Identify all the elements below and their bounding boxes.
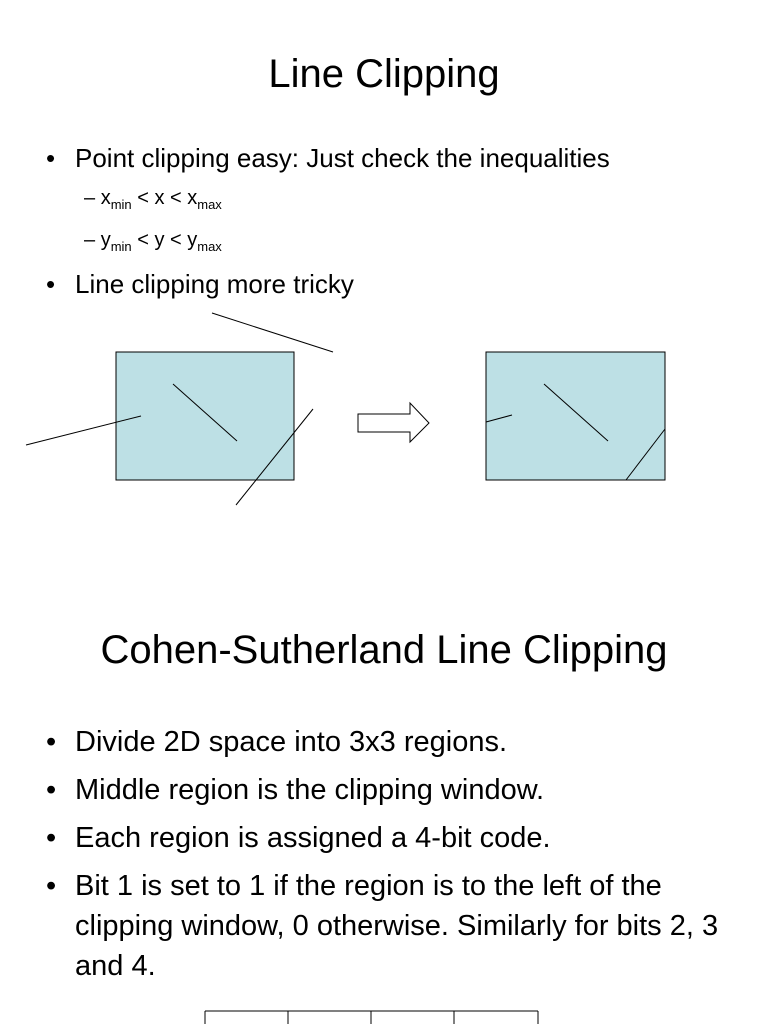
- clip-window-before: [116, 352, 294, 480]
- region-code-table: [0, 1000, 768, 1024]
- op-less: <: [164, 187, 188, 209]
- bullet-glyph: •: [46, 822, 57, 854]
- arrow-icon: [358, 403, 429, 442]
- var-x-max: x: [187, 187, 198, 209]
- line-outside: [212, 313, 333, 352]
- bullet-text: Middle region is the clipping window.: [75, 774, 545, 806]
- bullet-text: Line clipping more tricky: [75, 269, 354, 299]
- slide1-title: Line Clipping: [268, 52, 500, 96]
- op-less: <: [164, 229, 188, 251]
- subscript-min: min: [110, 197, 132, 212]
- slide2-title: Cohen-Sutherland Line Clipping: [100, 628, 668, 672]
- op-less: <: [131, 229, 155, 251]
- inequality-y: [84, 230, 222, 253]
- bullet-glyph: •: [46, 726, 57, 758]
- bullet-text: Divide 2D space into 3x3 regions.: [75, 726, 508, 758]
- sub-dash: –: [84, 229, 96, 251]
- subscript-max: max: [197, 197, 222, 212]
- op-less: <: [131, 187, 155, 209]
- bullet-glyph: •: [46, 269, 56, 299]
- bullet-glyph: •: [46, 870, 57, 902]
- var-x: x: [100, 187, 111, 209]
- var-y-max: y: [187, 229, 198, 251]
- subscript-max: max: [197, 239, 222, 254]
- bullet-glyph: •: [46, 143, 56, 173]
- clip-window-after: [486, 352, 665, 480]
- var-y-mid: y: [154, 229, 165, 251]
- bullet-text: Point clipping easy: Just check the inequalities: [75, 143, 610, 173]
- sub-dash: –: [84, 187, 96, 209]
- subscript-min: min: [110, 239, 132, 254]
- var-x-mid: x: [154, 187, 165, 209]
- inequality-x: [84, 188, 222, 211]
- bullet-text: Bit 1 is set to 1 if the region is to the left of the clipping window, 0 otherwise. Similarly for bits 2, 3 and 4.: [75, 870, 719, 982]
- bullet-glyph: •: [46, 774, 57, 806]
- var-y: y: [100, 229, 111, 251]
- clipping-diagram: [0, 300, 768, 520]
- bullet-text: Each region is assigned a 4-bit code.: [75, 822, 551, 854]
